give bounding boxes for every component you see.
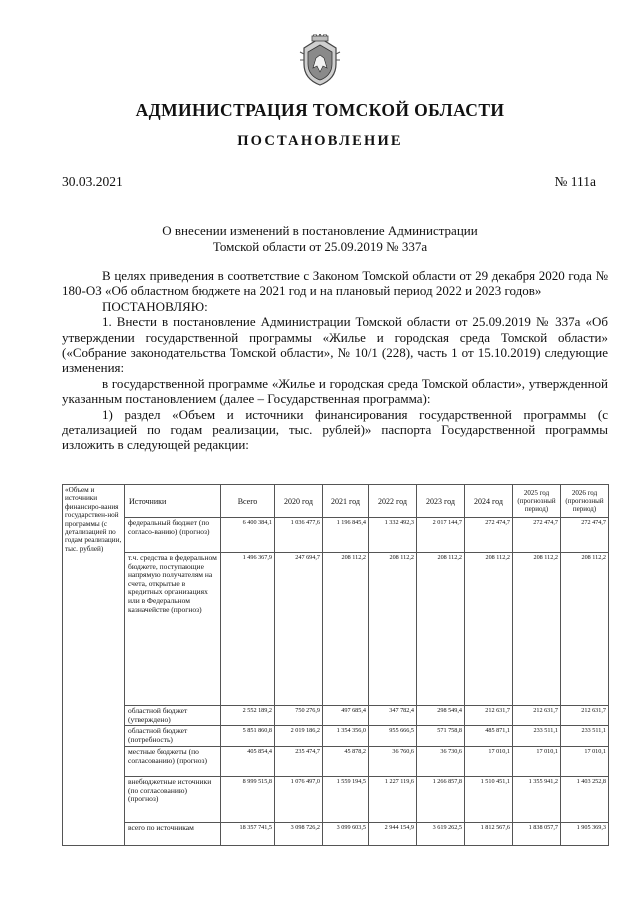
header-2025: 2025 год (прогнозный период) [513, 485, 561, 518]
value-cell: 1 354 356,0 [323, 726, 369, 747]
value-cell: 17 010,1 [465, 747, 513, 777]
document-date: 30.03.2021 [62, 174, 123, 189]
value-cell: 1 510 451,1 [465, 777, 513, 823]
value-cell: 1 496 367,9 [221, 553, 275, 706]
value-cell: 1 355 941,2 [513, 777, 561, 823]
preamble-paragraph: В целях приведения в соответствие с Законом Томской области от 29 декабря 2020 года № 180-ОЗ «Об областном бюджете на 2021 год и на плановый период 2022 и 2023 годов» [62, 268, 608, 299]
value-cell: 233 511,1 [513, 726, 561, 747]
value-cell: 2 017 144,7 [417, 518, 465, 553]
document-body [62, 268, 608, 453]
table-lead-cell: «Объем и источники финансиро-вания государствен-ной программы (с детализацией по годам реализации, тыс. рублей) [63, 485, 125, 846]
header-2020: 2020 год [275, 485, 323, 518]
table-row [63, 518, 609, 553]
value-cell: 571 758,8 [417, 726, 465, 747]
subject-line-2: Томской области от 25.09.2019 № 337а [212, 239, 428, 254]
value-cell: 1 332 492,3 [369, 518, 417, 553]
header-2022: 2022 год [369, 485, 417, 518]
value-cell: 750 276,9 [275, 706, 323, 726]
value-cell: 212 631,7 [513, 706, 561, 726]
table-row [63, 553, 609, 706]
document-subject [0, 223, 640, 255]
value-cell: 235 474,7 [275, 747, 323, 777]
value-cell: 298 549,4 [417, 706, 465, 726]
header-source: Источники [125, 485, 221, 518]
value-cell: 5 851 860,8 [221, 726, 275, 747]
organization-title: АДМИНИСТРАЦИЯ ТОМСКОЙ ОБЛАСТИ [135, 100, 505, 120]
resolve-word: ПОСТАНОВЛЯЮ: [102, 298, 208, 314]
value-cell: 1 559 194,5 [323, 777, 369, 823]
clause-1-paragraph: 1. Внести в постановление Администрации Томской области от 25.09.2019 № 337а «Об утверждении государственной программы «Жилье и городская среда Томской области» («Собрание законодательства Томской области», № 10/1 (228), часть 1 от 15.10.2019) следующие изменения: [62, 314, 608, 376]
value-cell: 208 112,2 [323, 553, 369, 706]
value-cell: 1 905 369,3 [561, 823, 609, 846]
source-cell: местные бюджеты (по согласованию) (прогноз) [125, 747, 221, 777]
table-row [63, 777, 609, 823]
value-cell: 208 112,2 [561, 553, 609, 706]
value-cell: 1 266 857,8 [417, 777, 465, 823]
source-cell: т.ч. средства в федеральном бюджете, поступающие напрямую получателям на счета, открытые в кредитных организациях или в Федеральном казначействе (прогноз) [125, 553, 221, 706]
value-cell: 36 760,6 [369, 747, 417, 777]
value-cell: 2 552 189,2 [221, 706, 275, 726]
source-cell: всего по источникам [125, 823, 221, 846]
value-cell: 1 403 252,8 [561, 777, 609, 823]
value-cell: 1 227 119,6 [369, 777, 417, 823]
table-row [63, 726, 609, 747]
value-cell: 36 730,6 [417, 747, 465, 777]
value-cell: 17 010,1 [513, 747, 561, 777]
value-cell: 955 666,5 [369, 726, 417, 747]
value-cell: 212 631,7 [561, 706, 609, 726]
value-cell: 1 812 567,6 [465, 823, 513, 846]
value-cell: 212 631,7 [465, 706, 513, 726]
value-cell: 17 010,1 [561, 747, 609, 777]
value-cell: 208 112,2 [513, 553, 561, 706]
source-cell: областной бюджет (потребность) [125, 726, 221, 747]
value-cell: 3 099 603,5 [323, 823, 369, 846]
value-cell: 208 112,2 [465, 553, 513, 706]
header-2024: 2024 год [465, 485, 513, 518]
header-2023: 2023 год [417, 485, 465, 518]
value-cell: 272 474,7 [561, 518, 609, 553]
header-2026: 2026 год (прогнозный период) [561, 485, 609, 518]
value-cell: 6 400 384,1 [221, 518, 275, 553]
value-cell: 347 782,4 [369, 706, 417, 726]
table-row [63, 706, 609, 726]
table-row [63, 747, 609, 777]
value-cell: 272 474,7 [513, 518, 561, 553]
value-cell: 1 036 477,6 [275, 518, 323, 553]
section-paragraph: 1) раздел «Объем и источники финансирования государственной программы (с детализацией по годам реализации, тыс. рублей)» паспорта Государственной программы изложить в следующей редакции: [62, 406, 608, 453]
source-cell: внебюджетные источники (по согласованию) (прогноз) [125, 777, 221, 823]
value-cell: 247 694,7 [275, 553, 323, 706]
value-cell: 18 357 741,5 [221, 823, 275, 846]
value-cell: 233 511,1 [561, 726, 609, 747]
source-cell: областной бюджет (утверждено) [125, 706, 221, 726]
value-cell: 45 878,2 [323, 747, 369, 777]
value-cell: 208 112,2 [369, 553, 417, 706]
header-total: Всего [221, 485, 275, 518]
program-paragraph: в государственной программе «Жилье и городская среда Томской области», утвержденной указанным постановлением (далее – Государственная программа): [62, 375, 608, 407]
subject-line-1: О внесении изменений в постановление Администрации [162, 223, 478, 238]
value-cell: 272 474,7 [465, 518, 513, 553]
value-cell: 405 854,4 [221, 747, 275, 777]
value-cell: 2 944 154,9 [369, 823, 417, 846]
value-cell: 2 019 186,2 [275, 726, 323, 747]
tomsk-coat-of-arms-icon [298, 34, 342, 86]
value-cell: 3 619 262,5 [417, 823, 465, 846]
value-cell: 3 098 726,2 [275, 823, 323, 846]
document-type: ПОСТАНОВЛЕНИЕ [237, 133, 403, 149]
value-cell: 1 076 497,0 [275, 777, 323, 823]
value-cell: 8 999 515,8 [221, 777, 275, 823]
table-header-row [63, 485, 609, 518]
value-cell: 1 838 057,7 [513, 823, 561, 846]
document-number: № 111а [554, 174, 596, 189]
value-cell: 208 112,2 [417, 553, 465, 706]
table-row [63, 823, 609, 846]
header-2021: 2021 год [323, 485, 369, 518]
value-cell: 1 196 845,4 [323, 518, 369, 553]
value-cell: 485 871,1 [465, 726, 513, 747]
value-cell: 497 685,4 [323, 706, 369, 726]
financing-table [62, 484, 609, 846]
source-cell: федеральный бюджет (по согласо-ванию) (прогноз) [125, 518, 221, 553]
